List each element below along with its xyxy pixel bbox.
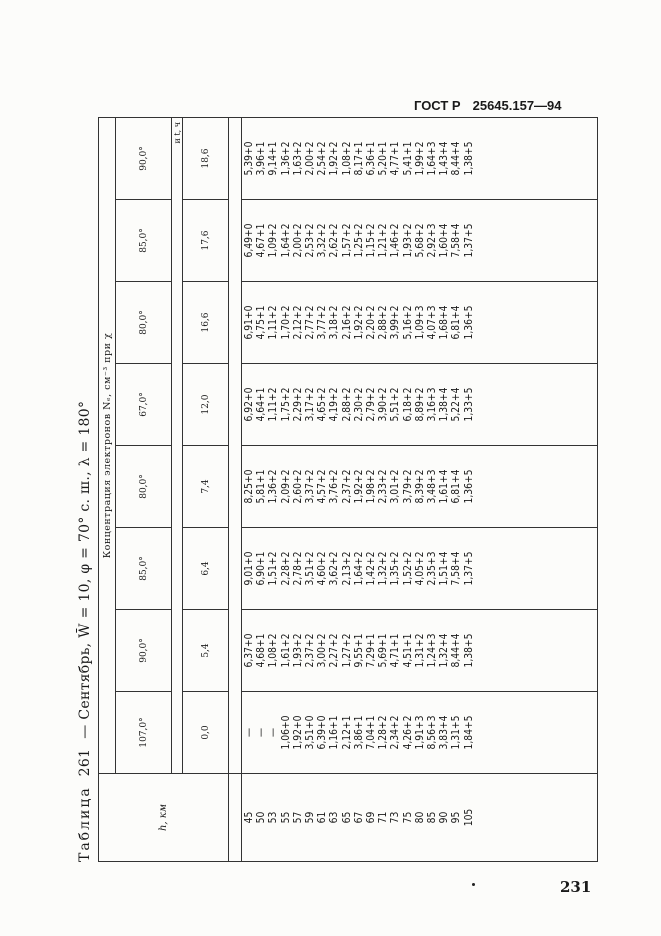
concentration-column — [242, 200, 598, 282]
concentration-value: 1,36+5 — [463, 469, 475, 504]
h-value: 105 — [463, 808, 475, 827]
concentration-value: 5,20+1 — [378, 141, 390, 176]
concentration-column — [242, 364, 598, 446]
concentration-value: 2,88+2 — [378, 305, 390, 340]
concentration-value: 1,64+3 — [427, 141, 439, 176]
concentration-value: 1,92+0 — [292, 715, 304, 750]
t-cell: 12,0 — [183, 364, 229, 446]
h-value: 57 — [292, 811, 304, 824]
concentration-value: 8,25+0 — [244, 469, 255, 504]
h-value: 45 — [244, 811, 255, 824]
concentration-value: 1,32+4 — [439, 633, 451, 668]
concentration-value: 1,38+5 — [463, 141, 475, 176]
concentration-value: 3,79+2 — [402, 469, 414, 504]
concentration-value: 2,78+2 — [292, 551, 304, 586]
concentration-value: 9,01+0 — [244, 551, 255, 586]
concentration-value: 5,41+1 — [402, 141, 414, 176]
concentration-value: 1,08+2 — [268, 633, 280, 668]
running-header — [414, 95, 604, 115]
concentration-column — [242, 446, 598, 528]
concentration-value: 2,77+2 — [305, 305, 317, 340]
concentration-value: 1,75+2 — [280, 387, 292, 422]
concentration-value: 4,19+2 — [329, 387, 341, 422]
concentration-value: 1,25+2 — [353, 223, 365, 258]
chi-cell: 107,0° — [116, 692, 172, 774]
concentration-value: 2,62+2 — [329, 223, 341, 258]
rotated-table-block — [70, 117, 600, 862]
concentration-value: 2,88+2 — [341, 387, 353, 422]
t-row — [183, 118, 229, 862]
concentration-value: 1,36+2 — [268, 469, 280, 504]
concentration-value: 2,35+3 — [427, 551, 439, 586]
concentration-value: 2,12+1 — [341, 715, 353, 750]
h-value: 55 — [280, 811, 292, 824]
h-values — [242, 774, 598, 862]
concentration-value: 3,51+2 — [305, 551, 317, 586]
data-row — [242, 118, 598, 862]
concentration-value: 2,29+2 — [292, 387, 304, 422]
concentration-value: 4,77+1 — [390, 141, 402, 176]
concentration-value: 1,24+3 — [427, 633, 439, 668]
concentration-value: 6,39+0 — [317, 715, 329, 750]
concentration-value: 4,51+1 — [402, 633, 414, 668]
header-and-t: и t, ч — [172, 118, 183, 774]
concentration-value: 1,36+2 — [280, 141, 292, 176]
concentration-value: 4,68+1 — [256, 633, 268, 668]
concentration-value: 9,14+1 — [268, 141, 280, 176]
concentration-value: 4,60+2 — [317, 551, 329, 586]
h-value: 75 — [402, 811, 414, 824]
h-value: 80 — [414, 811, 426, 824]
concentration-value: 2,34+2 — [390, 715, 402, 750]
concentration-value: 5,51+2 — [390, 387, 402, 422]
concentration-value: 3,17+2 — [305, 387, 317, 422]
concentration-value: 2,12+2 — [292, 305, 304, 340]
concentration-value: 1,98+2 — [366, 469, 378, 504]
concentration-value: 1,43+4 — [439, 141, 451, 176]
concentration-value: 1,06+0 — [280, 715, 292, 750]
concentration-value: 1,32+2 — [378, 551, 390, 586]
concentration-value: 2,54+2 — [317, 141, 329, 176]
chi-cell: 85,0° — [116, 200, 172, 282]
concentration-value: 2,53+2 — [305, 223, 317, 258]
concentration-value: 3,99+2 — [390, 305, 402, 340]
concentration-value: 5,68+2 — [414, 223, 426, 258]
t-cell: 6,4 — [183, 528, 229, 610]
h-value: 59 — [305, 811, 317, 824]
caption-lead: Таблица — [77, 786, 93, 862]
chi-cell: 90,0° — [116, 610, 172, 692]
concentration-value: 5,39+0 — [244, 141, 255, 176]
concentration-value: 2,37+2 — [305, 633, 317, 668]
concentration-value: 1,46+2 — [390, 223, 402, 258]
concentration-value: 4,64+1 — [256, 387, 268, 422]
chi-cell: 80,0° — [116, 282, 172, 364]
concentration-value: 2,28+2 — [280, 551, 292, 586]
table-caption — [70, 117, 100, 862]
header-concentration: Концентрация электронов Nₑ, см⁻³ при χ — [99, 118, 116, 774]
t-cell: 7,4 — [183, 446, 229, 528]
concentration-value: 7,04+1 — [366, 715, 378, 750]
concentration-value: 4,05+2 — [414, 551, 426, 586]
concentration-value: 2,00+2 — [305, 141, 317, 176]
concentration-value: 3,76+2 — [329, 469, 341, 504]
concentration-value: 1,64+2 — [280, 223, 292, 258]
concentration-value: 6,90+1 — [256, 551, 268, 586]
concentration-value: 2,09+2 — [280, 469, 292, 504]
chi-cell: 80,0° — [116, 446, 172, 528]
concentration-value: 6,92+0 — [244, 387, 255, 422]
concentration-value: 7,58+4 — [451, 551, 463, 586]
concentration-column — [242, 282, 598, 364]
concentration-value: 3,00+2 — [317, 633, 329, 668]
concentration-value: 6,81+4 — [451, 469, 463, 504]
concentration-value: 1,91+3 — [414, 715, 426, 750]
concentration-value: 6,49+0 — [244, 223, 255, 258]
h-value: 73 — [390, 811, 402, 824]
concentration-value: 1,92+2 — [353, 305, 365, 340]
concentration-value: 3,01+2 — [390, 469, 402, 504]
concentration-value: 4,57+2 — [317, 469, 329, 504]
concentration-value: 8,17+1 — [353, 141, 365, 176]
electron-concentration-table — [98, 117, 598, 862]
concentration-value: 1,63+2 — [292, 141, 304, 176]
concentration-value: 5,69+1 — [378, 633, 390, 668]
standard-label: ГОСТ Р — [414, 97, 461, 113]
concentration-value: 4,26+2 — [402, 715, 414, 750]
concentration-value: 3,83+4 — [439, 715, 451, 750]
concentration-value: 6,36+1 — [366, 141, 378, 176]
h-value: 90 — [439, 811, 451, 824]
h-value: 95 — [451, 811, 463, 824]
concentration-column — [242, 528, 598, 610]
concentration-value: 1,92+2 — [329, 141, 341, 176]
concentration-value: 3,90+2 — [378, 387, 390, 422]
concentration-value: 1,08+2 — [341, 141, 353, 176]
concentration-value: 2,27+2 — [329, 633, 341, 668]
concentration-value: 1,11+2 — [268, 305, 280, 340]
concentration-value: 4,07+3 — [427, 305, 439, 340]
concentration-value: 2,92+3 — [427, 223, 439, 258]
concentration-value: 1,99+2 — [414, 141, 426, 176]
concentration-value: 2,20+2 — [366, 305, 378, 340]
concentration-value: 2,16+2 — [341, 305, 353, 340]
concentration-value: 2,60+2 — [292, 469, 304, 504]
concentration-value: 1,60+4 — [439, 223, 451, 258]
concentration-value: 4,71+1 — [390, 633, 402, 668]
concentration-value: 3,48+3 — [427, 469, 439, 504]
concentration-value: 6,81+4 — [451, 305, 463, 340]
concentration-column — [242, 610, 598, 692]
concentration-value: — — [256, 727, 268, 738]
concentration-value: 8,56+3 — [427, 715, 439, 750]
concentration-value: 4,65+2 — [317, 387, 329, 422]
concentration-value: 1,51+2 — [268, 551, 280, 586]
concentration-value: 2,30+2 — [353, 387, 365, 422]
h-value: 65 — [341, 811, 353, 824]
h-value: 71 — [378, 811, 390, 824]
concentration-value: 9,55+1 — [353, 633, 365, 668]
h-value: 53 — [268, 811, 280, 824]
h-value: 69 — [366, 811, 378, 824]
concentration-value: 1,28+2 — [378, 715, 390, 750]
concentration-value: 1,51+4 — [439, 551, 451, 586]
t-cell: 5,4 — [183, 610, 229, 692]
concentration-value: 3,96+1 — [256, 141, 268, 176]
concentration-value: 1,61+2 — [280, 633, 292, 668]
chi-cell: 90,0° — [116, 118, 172, 200]
concentration-value: 1,37+5 — [463, 551, 475, 586]
concentration-value: 8,44+4 — [451, 633, 463, 668]
h-value: 61 — [317, 811, 329, 824]
concentration-value: 1,64+2 — [353, 551, 365, 586]
page-number: 231 — [560, 878, 592, 896]
concentration-value: 1,31+2 — [414, 633, 426, 668]
concentration-value: 8,89+2 — [414, 387, 426, 422]
concentration-value: 1,93+2 — [292, 633, 304, 668]
concentration-value: 2,33+2 — [378, 469, 390, 504]
concentration-value: 3,32+2 — [317, 223, 329, 258]
concentration-value: 1,84+5 — [463, 715, 475, 750]
concentration-value: 2,00+2 — [292, 223, 304, 258]
concentration-value: 1,09+3 — [414, 305, 426, 340]
t-cell: 18,6 — [183, 118, 229, 200]
concentration-value: 5,16+2 — [402, 305, 414, 340]
concentration-value: 8,44+4 — [451, 141, 463, 176]
concentration-value: 3,86+1 — [353, 715, 365, 750]
t-cell: 0,0 — [183, 692, 229, 774]
concentration-value: 5,22+4 — [451, 387, 463, 422]
caption-number: 261 — [77, 748, 93, 777]
h-value: 85 — [427, 811, 439, 824]
concentration-value: 2,13+2 — [341, 551, 353, 586]
concentration-value: — — [268, 727, 280, 738]
concentration-value: 1,27+2 — [341, 633, 353, 668]
concentration-value: 7,29+1 — [366, 633, 378, 668]
concentration-value: 3,77+2 — [317, 305, 329, 340]
concentration-value: 3,16+3 — [427, 387, 439, 422]
concentration-value: 6,18+2 — [402, 387, 414, 422]
concentration-value: 1,36+5 — [463, 305, 475, 340]
concentration-value: 1,68+4 — [439, 305, 451, 340]
concentration-value: 2,79+2 — [366, 387, 378, 422]
concentration-value: 1,42+2 — [366, 551, 378, 586]
standard-number: 25645.157—94 — [472, 97, 562, 113]
concentration-column — [242, 692, 598, 774]
concentration-value: 1,11+2 — [268, 387, 280, 422]
t-cell: 17,6 — [183, 200, 229, 282]
chi-cell: 85,0° — [116, 528, 172, 610]
chi-cell: 67,0° — [116, 364, 172, 446]
concentration-value: 1,38+4 — [439, 387, 451, 422]
concentration-value: 1,15+2 — [366, 223, 378, 258]
concentration-value: 4,75+1 — [256, 305, 268, 340]
concentration-value: 1,52+2 — [402, 551, 414, 586]
concentration-value: 3,62+2 — [329, 551, 341, 586]
concentration-value: 1,57+2 — [341, 223, 353, 258]
t-cell: 16,6 — [183, 282, 229, 364]
h-value: 63 — [329, 811, 341, 824]
concentration-value: 1,92+2 — [353, 469, 365, 504]
concentration-value: 6,91+0 — [244, 305, 255, 340]
concentration-value: 1,31+5 — [451, 715, 463, 750]
concentration-value: 1,38+5 — [463, 633, 475, 668]
concentration-value: 3,51+0 — [305, 715, 317, 750]
concentration-value: 2,37+2 — [341, 469, 353, 504]
concentration-value: 8,39+2 — [414, 469, 426, 504]
h-value: 67 — [353, 811, 365, 824]
chi-row — [116, 118, 172, 862]
stray-dot — [472, 883, 475, 886]
concentration-column — [242, 118, 598, 200]
header-h: h, км — [99, 774, 229, 862]
h-value: 50 — [256, 811, 268, 824]
concentration-value: 1,35+2 — [390, 551, 402, 586]
concentration-value: 4,67+1 — [256, 223, 268, 258]
concentration-value: 1,70+2 — [280, 305, 292, 340]
concentration-value: 1,21+2 — [378, 223, 390, 258]
concentration-value: 3,37+2 — [305, 469, 317, 504]
concentration-value: 3,18+2 — [329, 305, 341, 340]
concentration-value: 1,37+5 — [463, 223, 475, 258]
concentration-value: 5,81+1 — [256, 469, 268, 504]
concentration-value: 1,09+2 — [268, 223, 280, 258]
concentration-value: 1,93+2 — [402, 223, 414, 258]
concentration-value: 6,37+0 — [244, 633, 255, 668]
concentration-value: 7,58+4 — [451, 223, 463, 258]
concentration-value: 1,33+5 — [463, 387, 475, 422]
concentration-value: 1,61+4 — [439, 469, 451, 504]
concentration-value: 1,16+1 — [329, 715, 341, 750]
concentration-value: — — [244, 727, 255, 738]
caption-text: — Сентябрь, W̄ = 10, φ = 70° с. ш., λ = 180° — [77, 400, 93, 739]
